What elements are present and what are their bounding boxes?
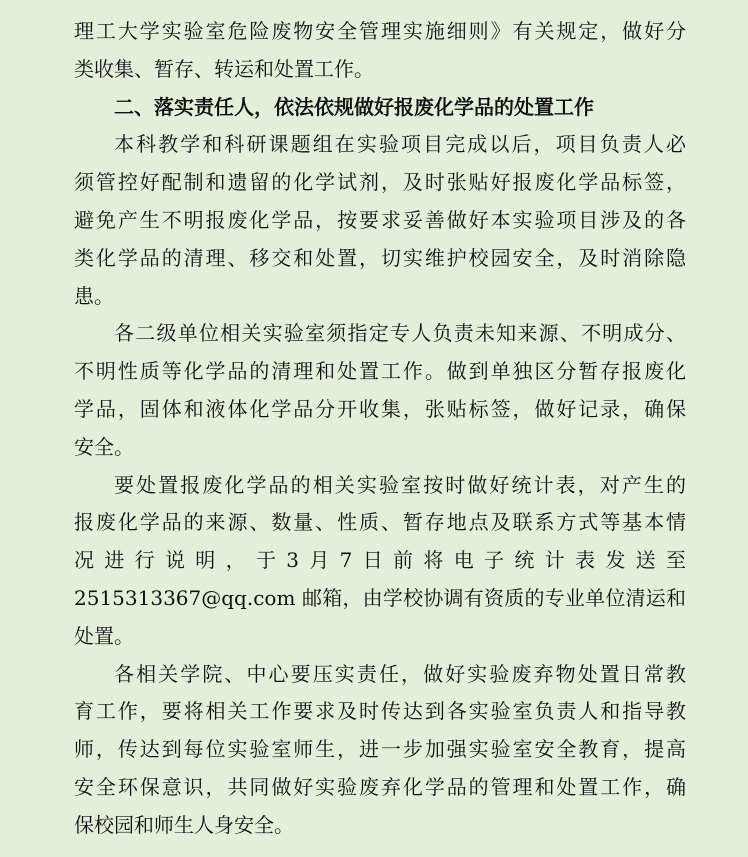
paragraph-line: 处置。 [74, 623, 134, 648]
paragraph-line: 报废化学品的来源、数量、性质、暂存地点及联系方式等基本情 [74, 510, 686, 535]
paragraph-line: 类收集、暂存、转运和处置工作。 [74, 56, 374, 81]
paragraph-line: 本科教学和科研课题组在实验项目完成以后，项目负责人必 [114, 132, 686, 157]
paragraph-line: 避免产生不明报废化学品，按要求妥善做好本实验项目涉及的各 [74, 207, 686, 232]
paragraph-line: 育工作，要将相关工作要求及时传达到各实验室负责人和指导教 [74, 699, 686, 724]
paragraph-line: 各二级单位相关实验室须指定专人负责未知来源、不明成分、 [114, 321, 686, 346]
paragraph-line: 安全。 [74, 434, 134, 459]
paragraph-line: 各相关学院、中心要压实责任，做好实验废弃物处置日常教 [114, 661, 686, 686]
paragraph-line: 须管控好配制和遗留的化学试剂，及时张贴好报废化学品标签， [74, 170, 686, 195]
paragraph-line-email: 2515313367@qq.com 邮箱，由学校协调有资质的专业单位清运和 [74, 585, 686, 610]
section-heading: 二、落实责任人，依法依规做好报废化学品的处置工作 [114, 94, 594, 119]
paragraph-line: 况进行说明，于3月7日前将电子统计表发送至 [74, 548, 686, 573]
paragraph-line: 保校园和师生人身安全。 [74, 812, 294, 837]
paragraph-line: 类化学品的清理、移交和处置，切实维护校园安全，及时消除隐 [74, 245, 686, 270]
paragraph-line: 不明性质等化学品的清理和处置工作。做到单独区分暂存报废化 [74, 359, 686, 384]
paragraph-line: 安全环保意识，共同做好实验废弃化学品的管理和处置工作，确 [74, 774, 686, 799]
paragraph-line: 患。 [74, 283, 114, 308]
paragraph-line: 理工大学实验室危险废物安全管理实施细则》有关规定，做好分 [74, 19, 686, 43]
paragraph-line: 学品，固体和液体化学品分开收集，张贴标签，做好记录，确保 [74, 396, 686, 421]
paragraph-line: 要处置报废化学品的相关实验室按时做好统计表，对产生的 [114, 472, 686, 497]
paragraph-line: 师，传达到每位实验室师生，进一步加强实验室安全教育，提高 [74, 737, 686, 762]
